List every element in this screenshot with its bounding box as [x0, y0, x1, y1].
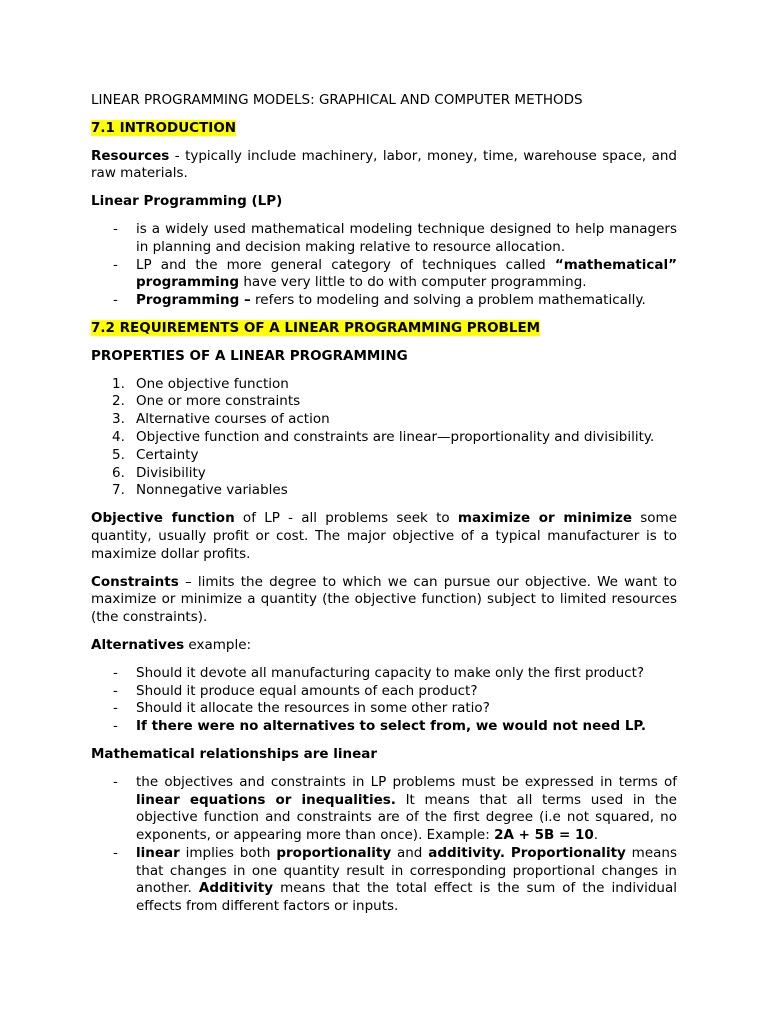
math-2-bold-3: additivity. — [428, 844, 505, 861]
dash-marker: - — [113, 718, 118, 735]
dash-marker: - — [113, 220, 118, 237]
list-item-text: Should it devote all manufacturing capacity to make only the first product? — [136, 664, 645, 681]
document-title: LINEAR PROGRAMMING MODELS: GRAPHICAL AND COMPUTER METHODS — [91, 92, 583, 108]
math-2-bold-2: proportionality — [276, 844, 392, 861]
list-item — [91, 221, 677, 257]
math-2-text-4: means that changes in one quantity result in corresponding proportional changes in another. — [136, 844, 677, 897]
section-heading-7-1 — [91, 120, 677, 138]
lp-bullet-list — [91, 221, 677, 310]
resources-text: - typically include machinery, labor, money, time, warehouse space, and raw materials. — [91, 147, 677, 182]
list-item-text: Alternative courses of action — [136, 411, 330, 428]
resources-paragraph — [91, 148, 677, 184]
math-2-text-2: and — [391, 844, 429, 861]
dash-marker: - — [113, 292, 118, 309]
objective-text-2: some quantity, usually profit or cost. The major objective of a typical manufacturer is to maximize dollar profits. — [91, 510, 677, 562]
lp-bullet-2-bold: “mathematical” programming — [136, 256, 677, 291]
math-2-text-1: implies both — [179, 844, 277, 861]
lp-bullet-2-pre: LP and the more general category of techniques called — [136, 256, 555, 273]
math-1-text-3: . — [593, 827, 599, 844]
dash-marker: - — [113, 773, 118, 790]
constraints-text: – limits the degree to which we can pursue our objective. We want to maximize or minimize a quantity (the objective function) subject to limited resources (the constraints). — [91, 573, 677, 626]
math-2-text-5: means that the total effect is the sum of the individual effects from different factors or inputs. — [136, 880, 678, 915]
list-item — [91, 774, 677, 845]
list-number: 2. — [112, 393, 125, 410]
list-item — [91, 292, 677, 310]
list-number: 6. — [112, 464, 125, 481]
properties-list — [91, 376, 677, 501]
objective-bold: maximize or minimize — [457, 510, 632, 527]
list-number: 3. — [112, 411, 125, 428]
lp-bullet-2-post: have very little to do with computer programming. — [239, 274, 587, 291]
properties-heading: PROPERTIES OF A LINEAR PROGRAMMING — [91, 347, 408, 364]
document-page — [91, 92, 677, 926]
alternatives-paragraph — [91, 637, 677, 655]
math-1-text-1: the objectives and constraints in LP problems must be expressed in terms of — [136, 773, 677, 790]
list-item — [91, 429, 677, 447]
lp-bullet-1-text: is a widely used mathematical modeling technique designed to help managers in planning and decision making relative to resource allocation. — [136, 220, 677, 255]
resources-term: Resources — [91, 147, 170, 164]
lp-bullet-3-text: refers to modeling and solving a problem mathematically. — [250, 292, 646, 309]
dash-marker: - — [113, 256, 118, 273]
list-item-text: Should it produce equal amounts of each product? — [136, 682, 478, 699]
math-2-bold-5: Additivity — [198, 880, 274, 897]
constraints-term: Constraints — [91, 573, 179, 590]
math-relationships-list — [91, 774, 677, 916]
dash-marker: - — [113, 664, 118, 681]
list-item — [91, 845, 677, 916]
list-item-text: One objective function — [136, 375, 289, 392]
list-item — [91, 482, 677, 500]
list-item-text: Should it allocate the resources in some other ratio? — [136, 700, 490, 717]
alternatives-term: Alternatives — [91, 636, 185, 653]
list-item — [91, 411, 677, 429]
dash-marker: - — [113, 844, 118, 861]
list-number: 7. — [112, 482, 125, 499]
lp-bullet-3-bold: Programming – — [136, 292, 251, 309]
list-item-text: Objective function and constraints are linear—proportionality and divisibility. — [136, 428, 655, 445]
math-1-bold-1: linear equations or inequalities. — [136, 791, 396, 808]
list-item-text: Certainty — [136, 446, 199, 463]
list-item — [91, 665, 677, 683]
objective-text-1: of LP - all problems seek to — [234, 510, 458, 527]
objective-function-paragraph — [91, 510, 677, 563]
list-item — [91, 257, 677, 293]
list-item — [91, 700, 677, 718]
list-item — [91, 465, 677, 483]
list-item — [91, 718, 677, 736]
math-relationships-heading: Mathematical relationships are linear — [91, 745, 378, 762]
section-heading-7-2 — [91, 320, 677, 338]
math-2-bold-4: Proportionality — [510, 844, 626, 861]
section-heading-7-1-text: 7.1 INTRODUCTION — [91, 119, 237, 136]
math-1-example: 2A + 5B = 10 — [494, 827, 594, 844]
dash-marker: - — [113, 682, 118, 699]
objective-function-term: Objective function — [91, 510, 235, 527]
list-item — [91, 447, 677, 465]
section-heading-7-2-text: 7.2 REQUIREMENTS OF A LINEAR PROGRAMMING PROBLEM — [91, 319, 541, 336]
list-item-text: Nonnegative variables — [136, 482, 288, 499]
list-item-text: One or more constraints — [136, 393, 301, 410]
list-number: 5. — [112, 446, 125, 463]
list-item-text: Divisibility — [136, 464, 206, 481]
dash-marker: - — [113, 700, 118, 717]
list-number: 4. — [112, 428, 125, 445]
alternatives-list — [91, 665, 677, 736]
list-item-text-bold: If there were no alternatives to select from, we would not need LP. — [136, 718, 646, 735]
lp-heading: Linear Programming (LP) — [91, 193, 283, 210]
math-2-bold-1: linear — [136, 844, 180, 861]
constraints-paragraph — [91, 574, 677, 627]
list-item — [91, 683, 677, 701]
list-item — [91, 376, 677, 394]
math-1-text-2: It means that all terms used in the objective function and constraints are of the first degree (i.e not squared, no exponents, or appearing more than once). Example: — [136, 791, 677, 844]
alternatives-text: example: — [184, 636, 252, 653]
list-item — [91, 393, 677, 411]
list-number: 1. — [112, 375, 125, 392]
